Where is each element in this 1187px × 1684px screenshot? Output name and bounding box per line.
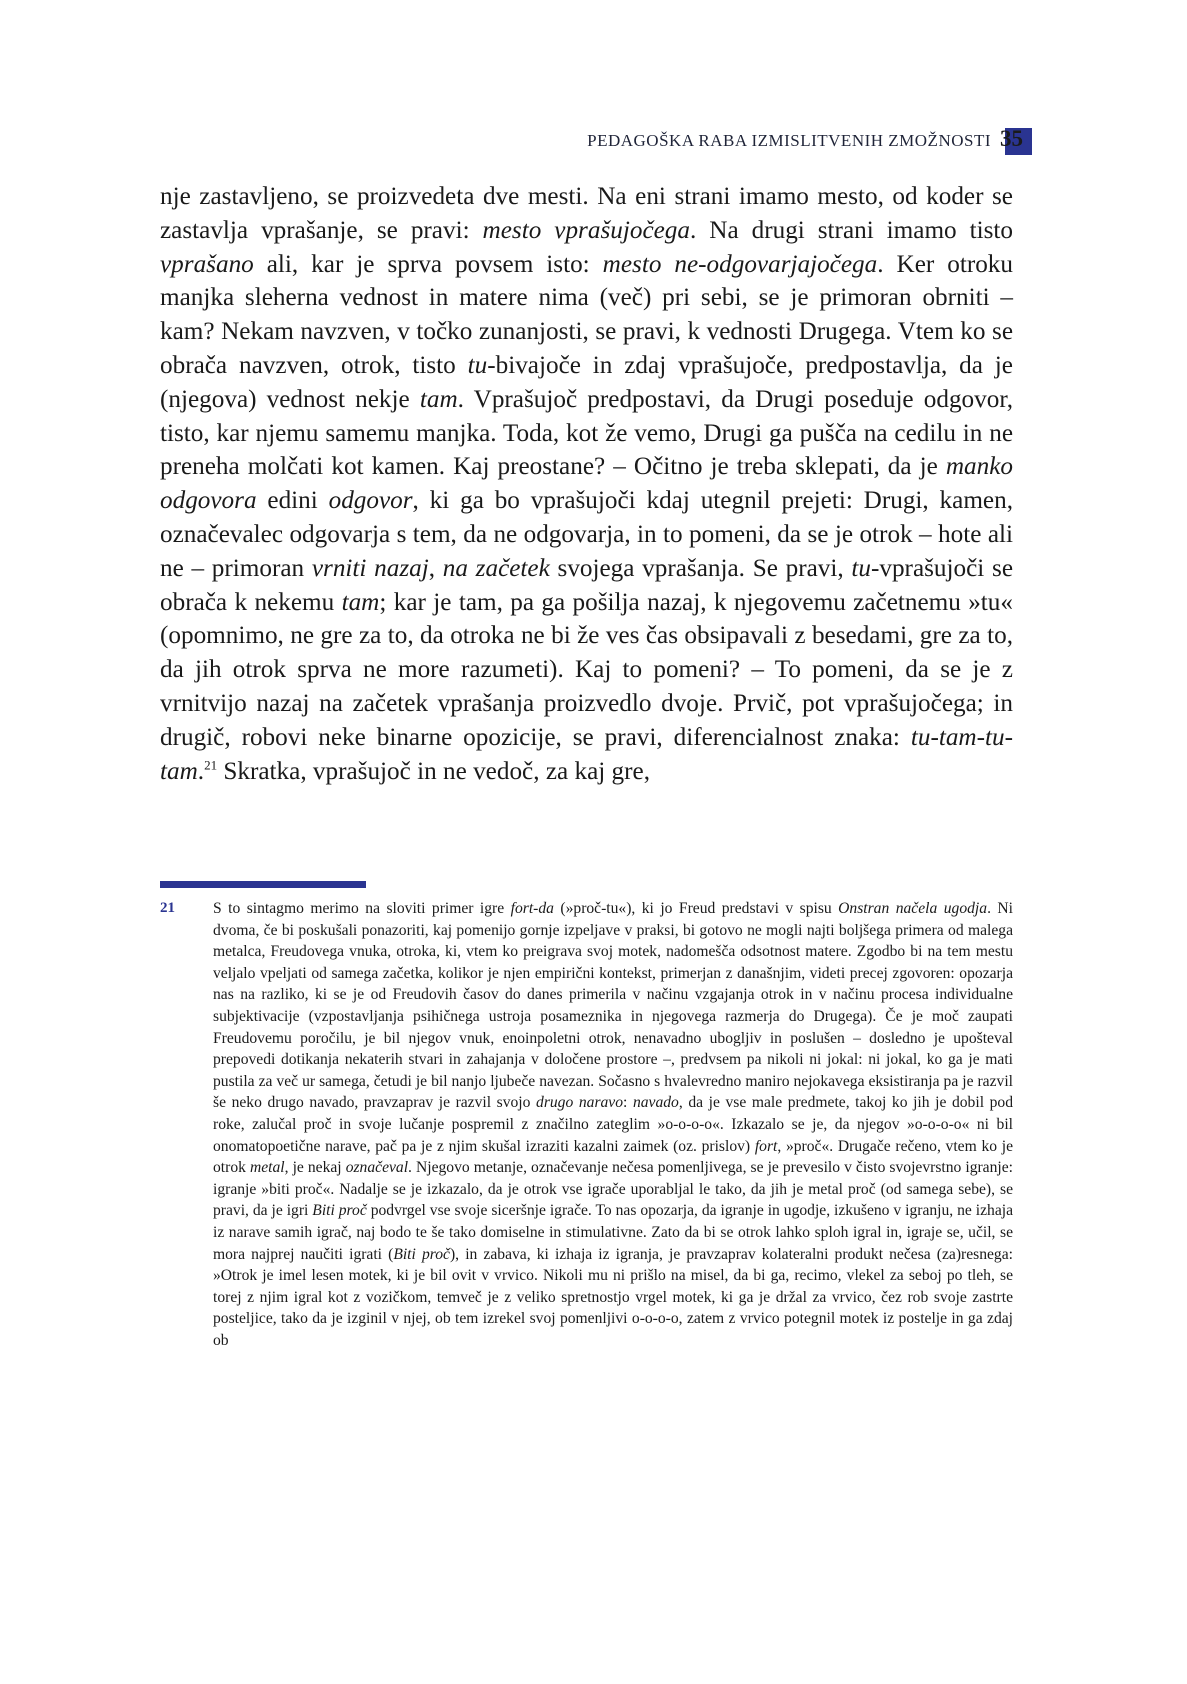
body-text-italic-run: tam — [419, 385, 458, 413]
main-text — [160, 180, 1013, 788]
footnote-text-italic-run: fort-da — [510, 900, 554, 917]
footnote-text-italic-run: označeval — [345, 1159, 409, 1177]
footnote-text-italic-run: metal — [249, 1159, 285, 1177]
footnote-text-run: , je nekaj — [284, 1159, 346, 1177]
footnote-text-run: (»proč-tu«), ki jo Freud predstavi v spisu — [553, 900, 839, 917]
body-text-run: nje zastavljeno, se proizvedeta dve mesti. Na eni strani imamo mesto, od koder se zastavlja vprašanje, se pravi: — [160, 183, 1013, 244]
body-text-run: . Na drugi strani imamo tisto — [690, 216, 1014, 244]
body-text-italic-run: tam — [341, 588, 380, 616]
footnote-text-italic-run: navado — [632, 1094, 679, 1112]
footnote-text-run: . Ni dvoma, če bi poskušali ponazoriti, kaj pomenijo gornje izpeljave v praksi, bi gotovo ne mogli najti boljšega primera od malega metalca, Freudovega vnuka, otroka, ki, vtem ko preigrava svoj motek, nadomešča odsotnost matere. Zgodbo bi na tem mestu veljalo vpeljati od samega začetka, kolikor je njen empirični kontekst, primerjan z današnjim, videti precej zgovoren: opozarja nas na razliko, ki se je od Freudovih časov do danes primerila v načinu vzgajanja otrok in v načinu procesa individualne subjektivacije (vzpostavljanja psihičnega ustroja posameznika in njegovega razmerja do Drugega). Če je moč zaupati Freudovemu poročilu, je bil njegov vnuk, enoinpoletni otrok, nenavadno ubogljiv in poslušen – dosledno je upošteval prepovedi dotikanja nekaterih stvari in zahajanja v določene prostore –, predvsem pa nikoli ni jokal: ni jokal, ko ga je mati pustila za več ur samega, četudi je bil nanjo ljubeče navezan. Sočasno s hvalevredno maniro nejokavega eksistiranja pa je razvil še neko drugo navado, pravzaprav je razvil svojo — [213, 900, 1014, 1112]
footnote-text-italic-run: fort — [754, 1137, 778, 1155]
footnote-text-run: podvrgel vse svoje siceršnje igrače. To nas opozarja, da igranje in ugodje, izkušeno v igranju, ne izhaja iz narave samih igrač, naj bodo te še tako domiselne in stimulativne. Zato da bi se otrok lahko sploh igral in, igraje se, učil, se mora najprej naučiti igrati ( — [213, 1202, 1013, 1263]
body-text-run: -bivajoče in zdaj vprašujoče, predpostavlja, da je (njegova) vednost nekje — [160, 351, 1013, 413]
footnote-separator — [160, 881, 366, 888]
body-text-run: , ki ga bo vprašujoči kdaj utegnil prejeti: Drugi, kamen, označevalec odgovarja s tem, da ne odgovarja, in to pomeni, da se je otrok – hote ali ne – primoran — [160, 487, 1013, 582]
body-text-italic-run: tu-tam-tu-tam — [160, 723, 1013, 785]
body-text-run: . — [197, 757, 205, 785]
body-paragraph — [160, 180, 1013, 788]
footnote-text-italic-run: Onstran načela ugodja — [838, 900, 988, 917]
footnote-text-run: , da je vse male predmete, takoj ko jih je dobil pod roke, zalučal proč in svoje lučanje pospremil z značilno zateglim »o-o-o-o«. Izkazalo se je, da njegov »o-o-o-o« ni bil onomatopoetične narave, pač pa je z njim skušal izraziti kazalni zaimek (oz. prislov) — [213, 1094, 1013, 1155]
body-text-run: -vprašujoči se obrača k nekemu — [160, 554, 1013, 616]
footnote-text-italic-run: Biti proč — [393, 1245, 450, 1263]
footnote-text-run: , »proč«. Drugače rečeno, vtem ko je otrok — [213, 1137, 1014, 1177]
footnote-text-run: S to sintagmo merimo na sloviti primer igre — [213, 900, 511, 917]
footnote-number: 21 — [160, 900, 175, 916]
body-text-italic-run: odgovor — [328, 487, 413, 515]
running-title: PEDAGOŠKA RABA IZMISLITVENIH ZMOŽNOSTI — [587, 131, 991, 150]
running-header — [587, 128, 1032, 154]
body-text-italic-run: mesto vprašujočega — [482, 216, 690, 244]
body-text-run: , — [428, 554, 443, 582]
body-text-run: svojega vprašanja. Se pravi, — [549, 554, 852, 582]
body-text-run: . Ker otroku manjka sleherna vednost in matere nima (več) pri sebi, se je primoran obrniti – kam? Nekam navzven, v točko zunanjosti, se pravi, k vednosti Drugega. Vtem ko se obrača navzven, otrok, tisto — [160, 250, 1013, 379]
body-text-italic-run: mesto ne-odgovarjajočega — [602, 250, 878, 278]
body-text-italic-run: na začetek — [442, 554, 550, 582]
footnote-text-italic-run: Biti proč — [312, 1202, 367, 1220]
body-text-italic-run: manko odgovora — [160, 453, 1013, 515]
body-text-italic-run: vprašano — [160, 250, 254, 278]
footnote-reference[interactable]: 21 — [204, 757, 218, 773]
footnote-text-run: : — [623, 1094, 633, 1112]
body-text-run: ; kar je tam, pa ga pošilja nazaj, k njegovemu začetnemu »tu« (opomnimo, ne gre za to, da otroka ne bi že ves čas obsipavali z besedami, gre za to, da jih otrok sprva ne more razumeti). Kaj to pomeni? – To pomeni, da se je z vrnitvijo nazaj na začetek vprašanja proizvedlo dvoje. Prvič, pot vprašujočega; in drugič, robovi neke binarne opozicije, se pravi, diferencialnost znaka: — [160, 588, 1013, 751]
body-text-run: . Vprašujoč predpostavi, da Drugi poseduje odgovor, tisto, kar njemu samemu manjka. Toda, kot že vemo, Drugi ga pušča na cedilu in ne preneha molčati kot kamen. Kaj preostane? – Očitno je treba sklepati, da je — [160, 385, 1014, 481]
body-text-italic-run: vrniti nazaj — [311, 554, 429, 582]
body-text-run: ali, kar je sprva povsem isto: — [253, 250, 603, 278]
footnote — [160, 898, 1013, 1351]
footnote-text — [213, 898, 1013, 1351]
body-text-italic-run: tu — [467, 351, 488, 379]
body-text-run: edini — [256, 487, 329, 515]
body-text-italic-run: tu — [851, 554, 871, 582]
footnote-text-italic-run: drugo naravo — [536, 1094, 624, 1112]
footnote-text-run: ), in zabava, ki izhaja iz igranja, je pravzaprav kolateralni produkt nečesa (za)resnega: »Otrok je imel lesen motek, ki je bil ovit v vrvico. Nikoli mu ni prišlo na misel, da bi ga, recimo, vlekel za seboj po tleh, se torej z njim igral kot z vozičkom, temveč je z veliko spretnostjo vrgel motek, ki ga je držal za vrvico, čez rob svoje zastrte posteljice, tako da je izginil v njej, ob tem izrekel svoj pomenljivi o-o-o-o, zatem z vrvico potegnil motek iz postelje in ga zdaj ob — [213, 1245, 1013, 1349]
body-text-run: Skratka, vprašujoč in ne vedoč, za kaj gre, — [217, 757, 651, 785]
footnote-text-run: . Njegovo metanje, označevanje nečesa pomenljivega, se je prevesilo v čisto svojevrstno igranje: igranje »biti proč«. Nadalje se je izkazalo, da je otrok vse igrače uporabljal le tako, da jih je metal proč (od samega sebe), se pravi, da je igri — [213, 1159, 1013, 1220]
page-number: 35 — [1000, 126, 1023, 151]
